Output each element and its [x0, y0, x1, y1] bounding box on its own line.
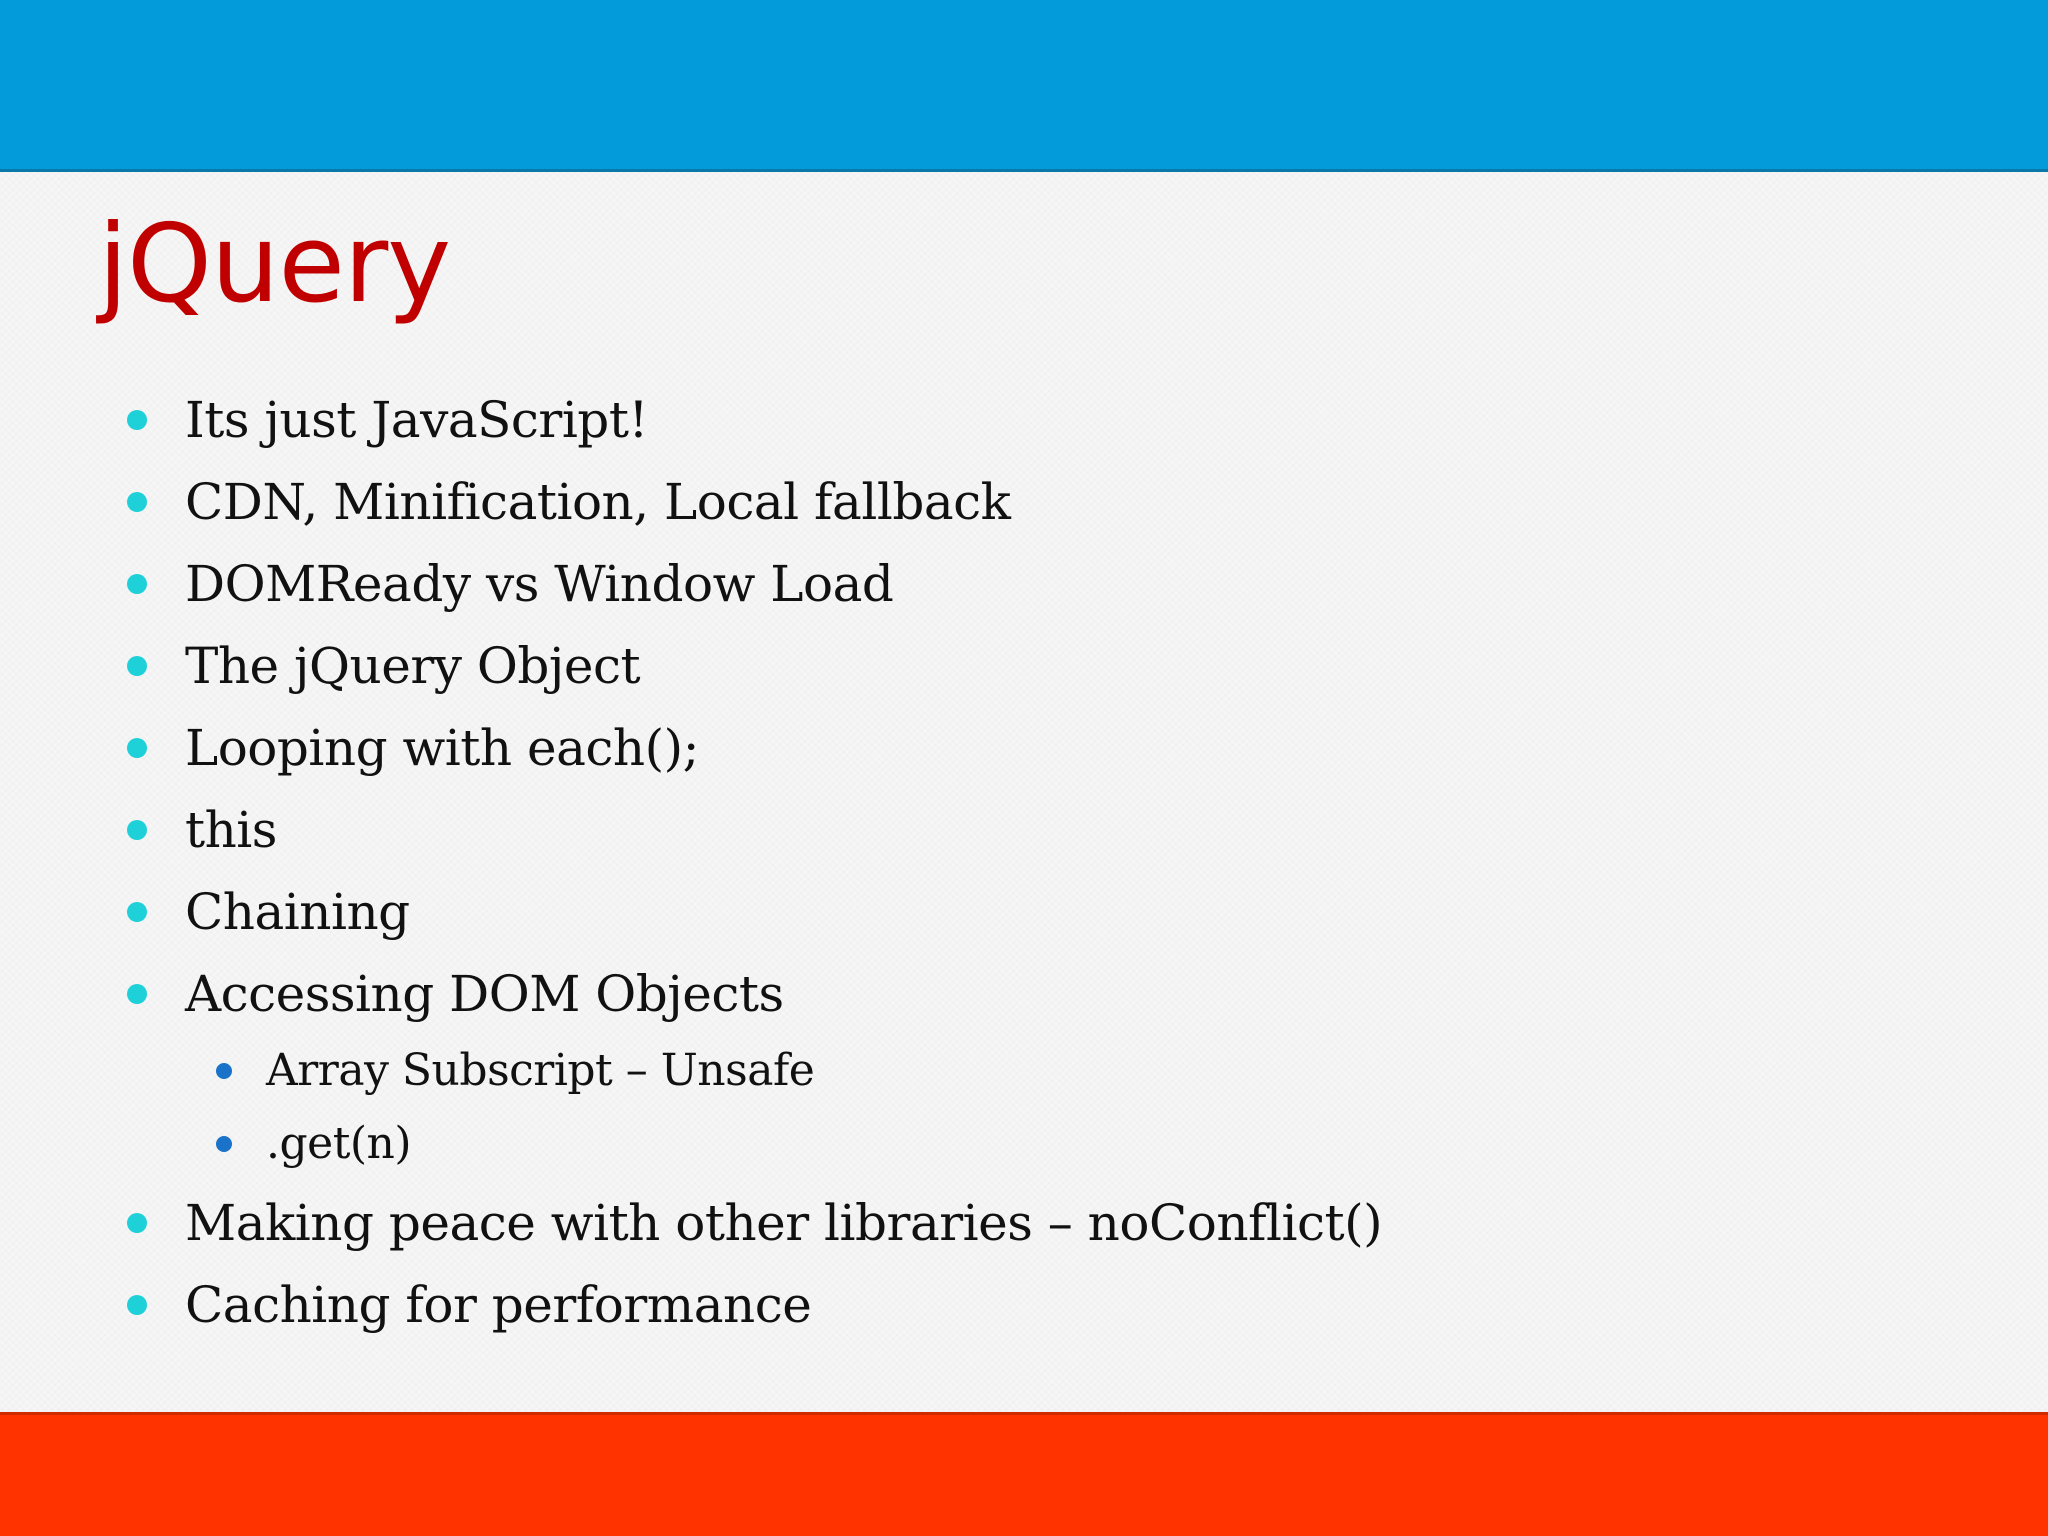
bullet-item [185, 636, 640, 696]
bullet-dot-icon [127, 1213, 147, 1233]
bullet-item [185, 554, 893, 614]
bullet-dot-icon [127, 820, 147, 840]
bullet-dot-icon [127, 984, 147, 1004]
bullet-text: Chaining [185, 883, 410, 941]
bullet-text: Its just JavaScript! [185, 391, 648, 449]
bottom-accent-band [0, 1412, 2048, 1536]
bullet-item [185, 882, 410, 942]
bullet-item [185, 718, 699, 778]
bullet-item [185, 472, 1010, 532]
bullet-item [185, 1193, 1382, 1253]
bullet-dot-icon [127, 656, 147, 676]
sub-bullet-dot-icon [216, 1063, 232, 1079]
bullet-text: Making peace with other libraries – noConflict() [185, 1194, 1383, 1252]
bullet-text: this [185, 801, 277, 859]
bullet-dot-icon [127, 738, 147, 758]
bullet-item [185, 964, 784, 1024]
bullet-text: The jQuery Object [185, 637, 641, 695]
slide-title: jQuery [98, 202, 451, 327]
bullet-text: CDN, Minification, Local fallback [185, 473, 1011, 531]
sub-bullet-dot-icon [216, 1136, 232, 1152]
bullet-text: Accessing DOM Objects [185, 965, 784, 1023]
bullet-text: Looping with each(); [185, 719, 699, 777]
bullet-dot-icon [127, 410, 147, 430]
top-accent-band [0, 0, 2048, 172]
sub-bullet-item [266, 1044, 814, 1098]
bullet-item [185, 390, 648, 450]
sub-bullet-item [266, 1117, 411, 1171]
bullet-dot-icon [127, 1295, 147, 1315]
sub-bullet-text: Array Subscript – Unsafe [266, 1045, 815, 1096]
bullet-dot-icon [127, 574, 147, 594]
sub-bullet-text: .get(n) [266, 1118, 412, 1169]
bullet-text: Caching for performance [185, 1276, 812, 1334]
bullet-dot-icon [127, 902, 147, 922]
bullet-item [185, 800, 277, 860]
bullet-text: DOMReady vs Window Load [185, 555, 894, 613]
bullet-dot-icon [127, 492, 147, 512]
bullet-item [185, 1275, 811, 1335]
